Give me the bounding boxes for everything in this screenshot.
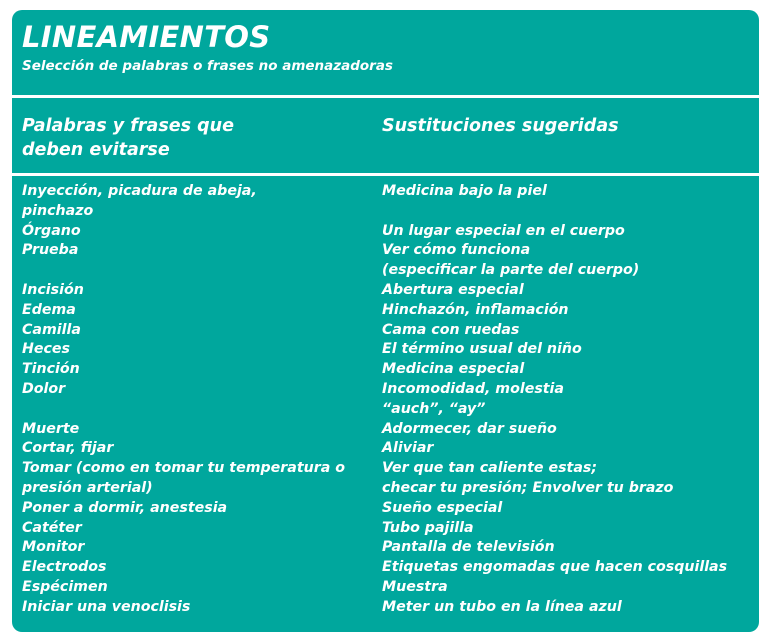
avoid-phrase: Tomar (como en tomar tu temperatura o presión arterial) xyxy=(22,460,345,496)
guidelines-table xyxy=(22,182,752,618)
suggested-phrase: Aliviar xyxy=(382,440,434,457)
table-row xyxy=(22,222,752,242)
page-subtitle: Selección de palabras o frases no amenazadoras xyxy=(22,58,393,74)
table-row xyxy=(22,459,752,499)
table-row xyxy=(22,538,752,558)
avoid-phrase: Heces xyxy=(22,341,70,358)
avoid-phrase: Iniciar una venoclisis xyxy=(22,598,191,615)
avoid-phrase: Poner a dormir, anestesia xyxy=(22,499,228,516)
column-header-suggested: Sustituciones sugeridas xyxy=(382,116,619,136)
avoid-phrase: Prueba xyxy=(22,242,79,259)
header-divider xyxy=(12,95,759,98)
table-row xyxy=(22,578,752,598)
avoid-phrase: Incisión xyxy=(22,281,84,298)
avoid-phrase: Cortar, fijar xyxy=(22,440,114,457)
suggested-phrase: Adormecer, dar sueño xyxy=(382,420,557,437)
suggested-phrase: Abertura especial xyxy=(382,281,524,298)
suggested-phrase: Medicina especial xyxy=(382,361,525,378)
table-row xyxy=(22,499,752,519)
suggested-phrase: Un lugar especial en el cuerpo xyxy=(382,222,625,239)
table-row xyxy=(22,360,752,380)
suggested-phrase: Meter un tubo en la línea azul xyxy=(382,598,622,615)
table-row xyxy=(22,439,752,459)
suggested-phrase: Muestra xyxy=(382,578,448,595)
table-row xyxy=(22,380,752,420)
avoid-phrase: Monitor xyxy=(22,539,85,556)
table-row xyxy=(22,241,752,281)
avoid-phrase: Órgano xyxy=(22,222,81,239)
avoid-phrase: Muerte xyxy=(22,420,80,437)
suggested-phrase: Ver cómo funciona (especificar la parte del cuerpo) xyxy=(382,242,640,279)
guidelines-card xyxy=(12,10,759,632)
avoid-phrase: Catéter xyxy=(22,519,82,536)
table-row xyxy=(22,519,752,539)
table-row xyxy=(22,301,752,321)
suggested-phrase: Tubo pajilla xyxy=(382,519,474,536)
suggested-phrase: Pantalla de televisión xyxy=(382,539,555,556)
suggested-phrase: Hinchazón, inflamación xyxy=(382,301,569,318)
avoid-phrase: Espécimen xyxy=(22,578,108,595)
suggested-phrase: Incomodidad, molestia “auch”, “ay” xyxy=(382,380,564,417)
table-row xyxy=(22,281,752,301)
suggested-phrase: Sueño especial xyxy=(382,499,503,516)
avoid-phrase: Camilla xyxy=(22,321,81,338)
table-row xyxy=(22,182,752,222)
suggested-phrase: Medicina bajo la piel xyxy=(382,183,547,199)
avoid-phrase: Tinción xyxy=(22,361,80,378)
table-row xyxy=(22,420,752,440)
column-divider xyxy=(12,173,759,176)
table-row xyxy=(22,598,752,618)
suggested-phrase: El término usual del niño xyxy=(382,341,582,358)
suggested-phrase: Cama con ruedas xyxy=(382,321,520,338)
avoid-phrase: Edema xyxy=(22,301,76,318)
avoid-phrase: Inyección, picadura de abeja, pinchazo xyxy=(22,183,257,219)
table-row xyxy=(22,558,752,578)
suggested-phrase: Ver que tan caliente estas; checar tu presión; Envolver tu brazo xyxy=(382,460,674,496)
page-title: LINEAMIENTOS xyxy=(22,20,271,54)
column-header-avoid: Palabras y frases que deben evitarse xyxy=(22,116,234,160)
suggested-phrase: Etiquetas engomadas que hacen cosquillas xyxy=(382,559,728,576)
table-row xyxy=(22,340,752,360)
table-row xyxy=(22,321,752,341)
avoid-phrase: Dolor xyxy=(22,380,66,397)
avoid-phrase: Electrodos xyxy=(22,559,107,576)
